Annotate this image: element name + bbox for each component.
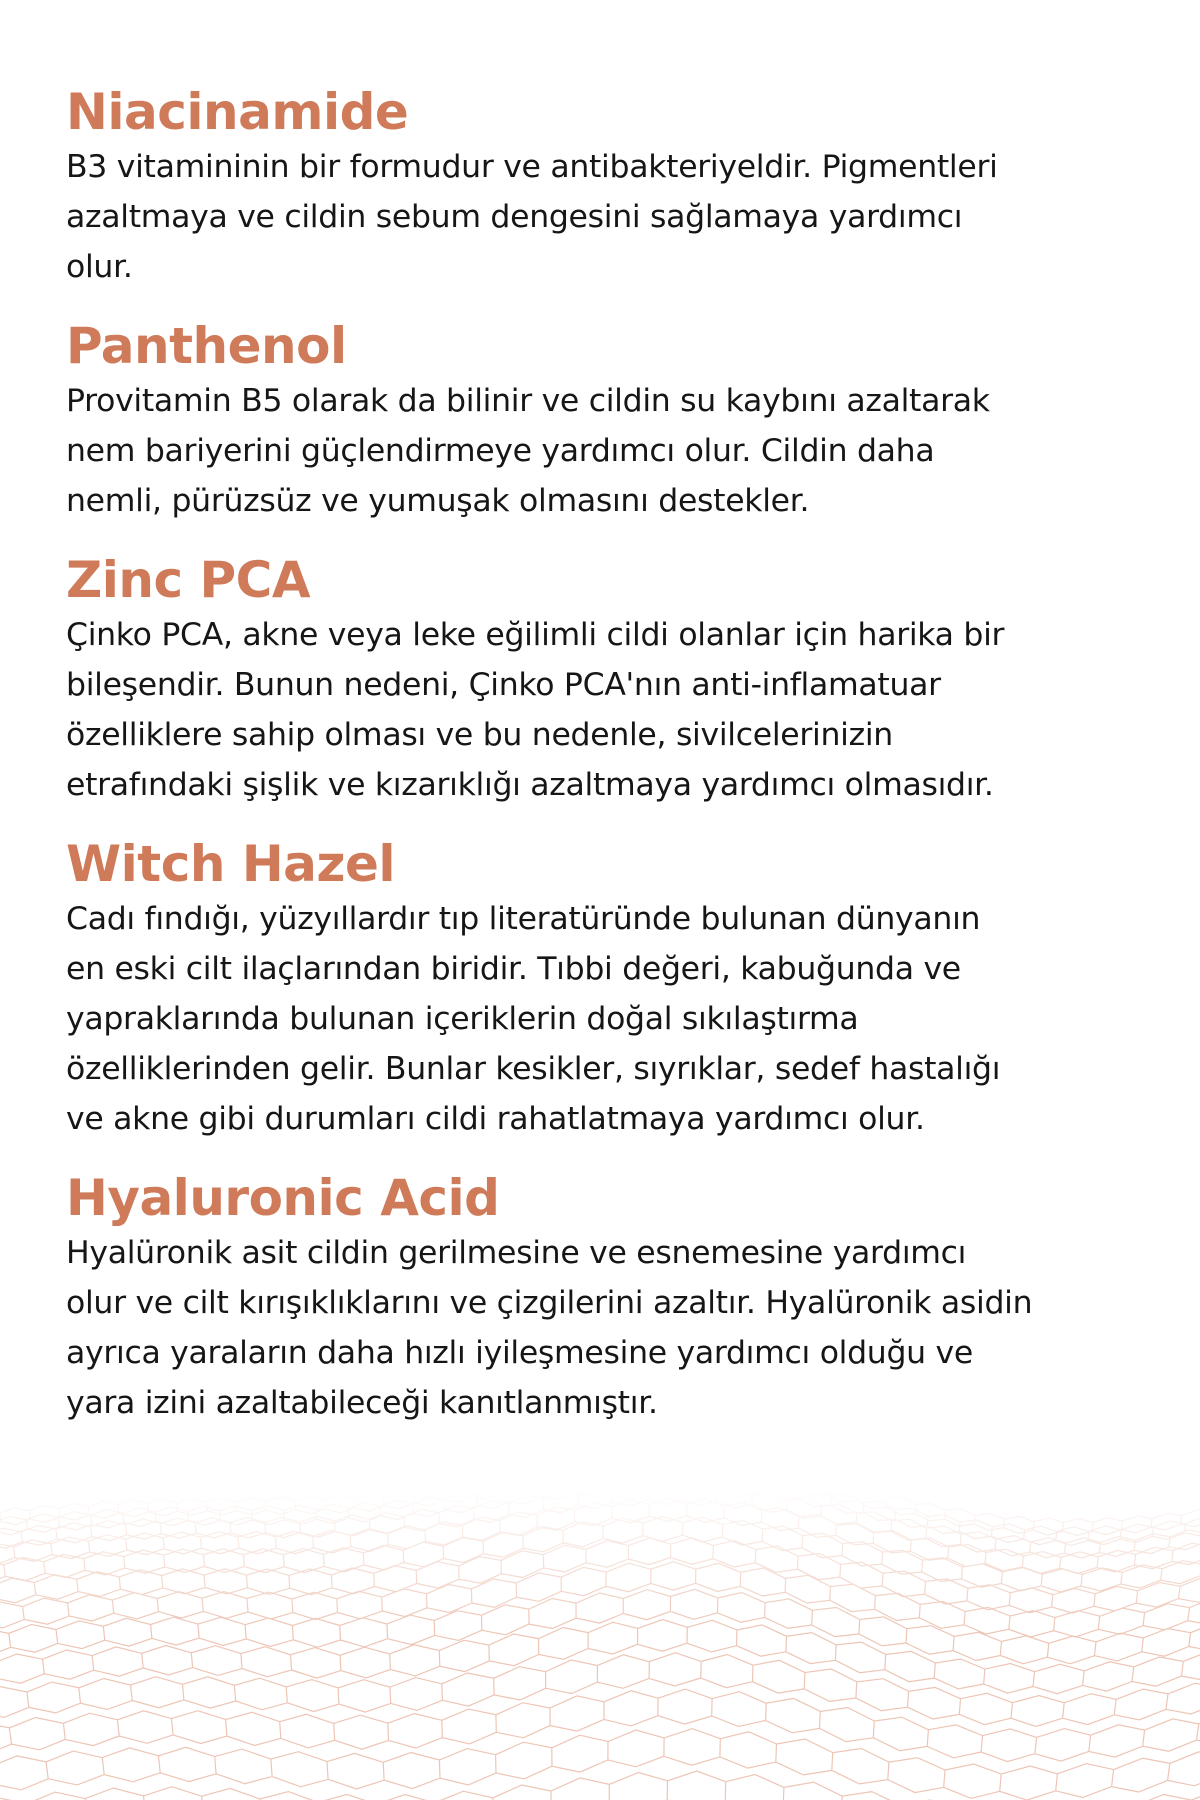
section-description: Hyalüronik asit cildin gerilmesine ve esnemesine yardımcı olur ve cilt kırışıklıklarını ve çizgilerini azaltır. Hyalüronik asidin ayrıca yaraların daha hızlı iyileşmesine yardımcı olduğu ve yara izini azaltabileceği kanıtlanmıştır. (66, 1235, 1033, 1421)
section-description: Çinko PCA, akne veya leke eğilimli cildi olanlar için harika bir bileşendir. Bunun nedeni, Çinko PCA'nın anti-inflamatuar özelliklere sahip olması ve bu nedenle, sivilcelerinizin etrafındaki şişlik ve kızarıklığı azaltmaya yardımcı olmasıdır. (66, 617, 1005, 803)
hexagon-pattern-decoration (0, 1490, 1200, 1800)
section-description: Cadı fındığı, yüzyıllardır tıp literatüründe bulunan dünyanın en eski cilt ilaçlarından biridir. Tıbbi değeri, kabuğunda ve yapraklarında bulunan içeriklerin doğal sıkılaştırma özelliklerinden gelir. Bunlar kesikler, sıyrıklar, sedef hastalığı ve akne gibi durumları cildi rahatlatmaya yardımcı olur. (66, 901, 1001, 1137)
section-title: Zinc PCA (66, 551, 311, 609)
section-title: Witch Hazel (66, 835, 396, 893)
section-hyaluronic-acid (66, 1168, 1146, 1428)
section-title: Niacinamide (66, 83, 409, 141)
section-niacinamide (66, 82, 1146, 292)
section-description: B3 vitamininin bir formudur ve antibakteriyeldir. Pigmentleri azaltmaya ve cildin sebum dengesini sağlamaya yardımcı olur. (66, 149, 998, 285)
ingredients-list (66, 82, 1146, 1452)
section-title: Hyaluronic Acid (66, 1169, 500, 1227)
section-title: Panthenol (66, 317, 347, 375)
section-witch-hazel (66, 834, 1146, 1144)
section-description: Provitamin B5 olarak da bilinir ve cildin su kaybını azaltarak nem bariyerini güçlendirmeye yardımcı olur. Cildin daha nemli, pürüzsüz ve yumuşak olmasını destekler. (66, 383, 990, 519)
section-zinc-pca (66, 550, 1146, 810)
section-panthenol (66, 316, 1146, 526)
